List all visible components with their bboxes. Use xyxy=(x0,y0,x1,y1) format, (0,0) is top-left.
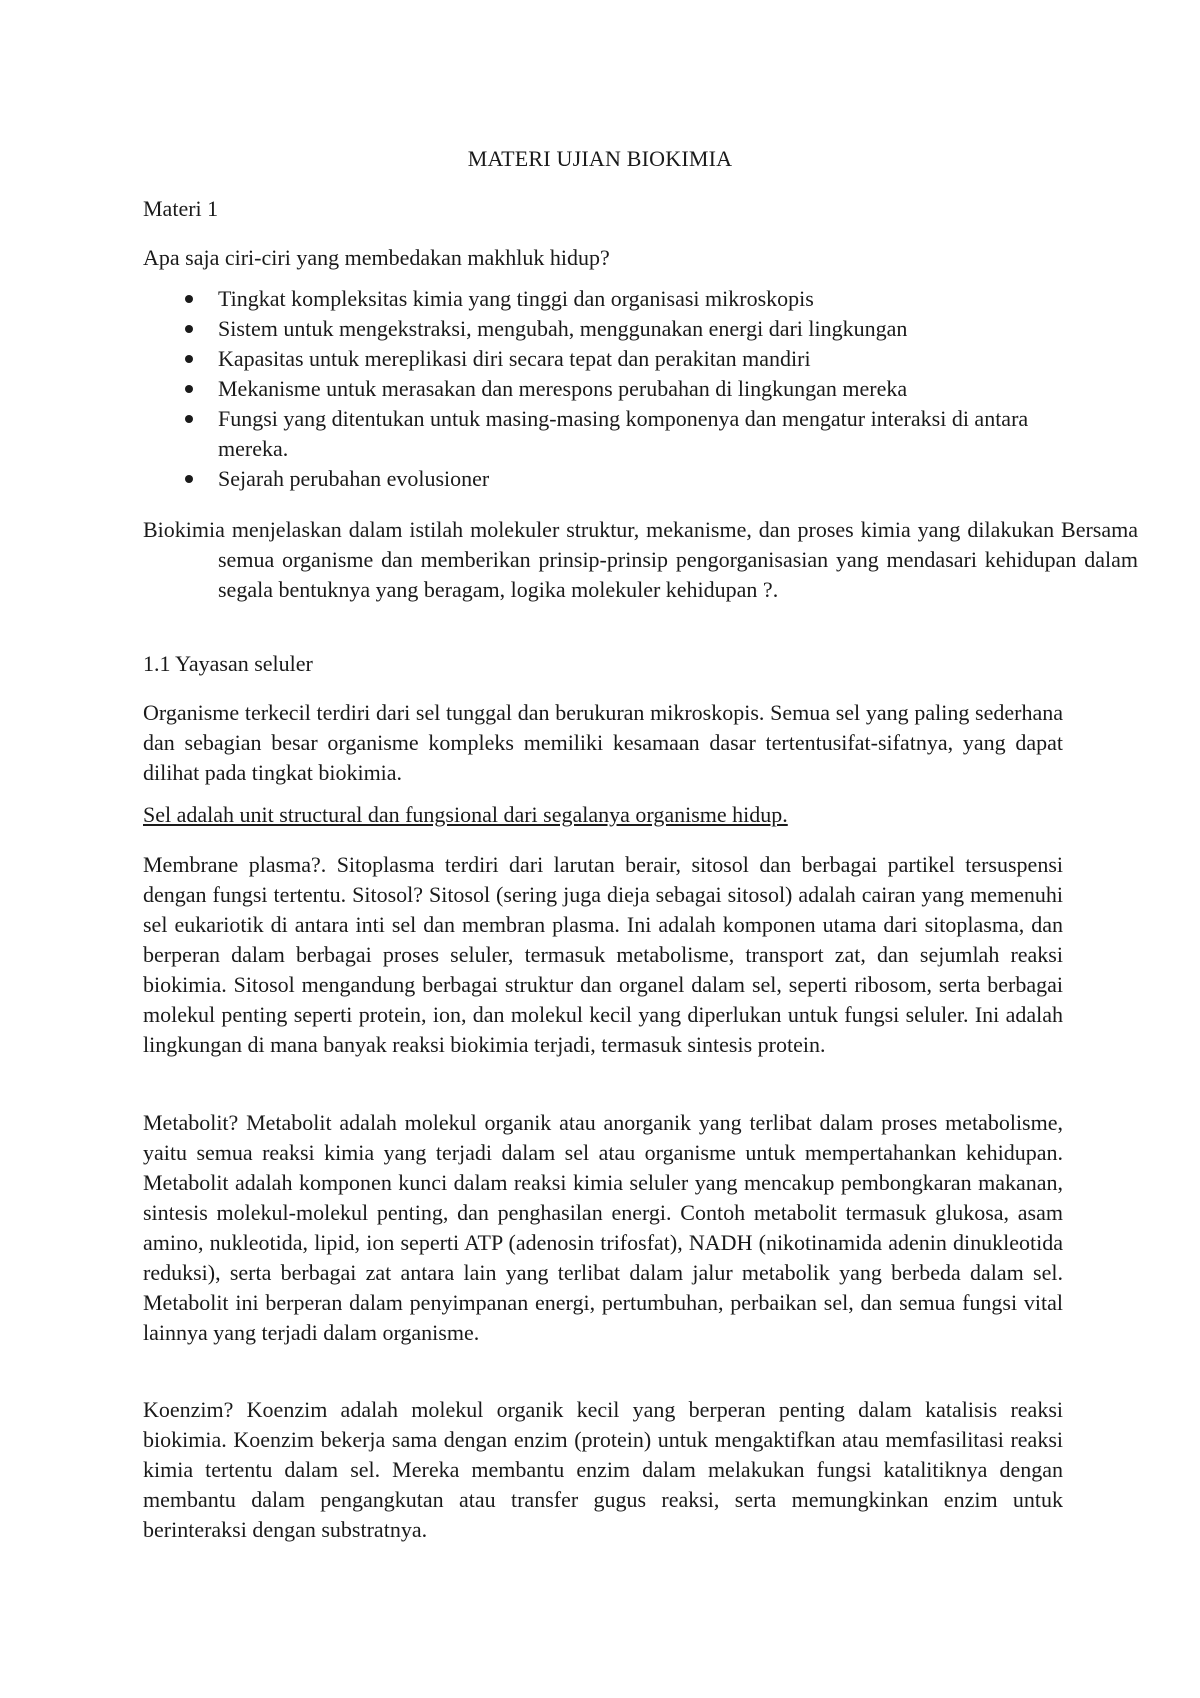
paragraph-koenzim: Koenzim? Koenzim adalah molekul organik kecil yang berperan penting dalam katalisis reaksi biokimia. Koenzim bekerja sama dengan enzim (protein) untuk mengaktifkan atau memfasilitasi reaksi kimia tertentu dalam sel. Mereka membantu enzim dalam melakukan fungsi katalitiknya dengan membantu dalam pengangkutan atau transfer gugus reaksi, serta memungkinkan enzim untuk berinteraksi dengan substratnya. xyxy=(143,1397,1063,1542)
bullet-icon xyxy=(185,355,193,363)
list-item: Sistem untuk mengekstraksi, mengubah, menggunakan energi dari lingkungan xyxy=(143,314,1063,344)
section-label: Materi 1 xyxy=(143,196,219,221)
list-item: Tingkat kompleksitas kimia yang tinggi dan organisasi mikroskopis xyxy=(143,284,1063,314)
bullet-icon xyxy=(185,295,193,303)
biokimia-paragraph: Biokimia menjelaskan dalam istilah molekuler struktur, mekanisme, dan proses kimia yang dilakukan Bersama semua organisme dan memberikan prinsip-prinsip pengorganisasian yang mendasari kehidupan dalam segala bentuknya yang beragam, logika molekuler kehidupan ?. xyxy=(143,517,1138,602)
list-item: Mekanisme untuk merasakan dan merespons perubahan di lingkungan mereka xyxy=(143,374,1063,404)
paragraph-metabolit: Metabolit? Metabolit adalah molekul organik atau anorganik yang terlibat dalam proses metabolisme, yaitu semua reaksi kimia yang terjadi dalam sel atau organisme untuk mempertahankan kehidupan. Metabolit adalah komponen kunci dalam reaksi kimia seluler yang mencakup pembongkaran makanan, sintesis molekul-molekul penting, dan penghasilan energi. Contoh metabolit termasuk glukosa, asam amino, nukleotida, lipid, ion seperti ATP (adenosin trifosfat), NADH (nikotinamida adenin dinukleotida reduksi), serta berbagai zat antara lain yang terlibat dalam jalur metabolik yang berbeda dalam sel. Metabolit ini berperan dalam penyimpanan energi, pertumbuhan, perbaikan sel, dan semua fungsi vital lainnya yang terjadi dalam organisme. xyxy=(143,1110,1063,1345)
bullet-icon xyxy=(185,475,193,483)
list-item: Fungsi yang ditentukan untuk masing-masing komponenya dan mengatur interaksi di antara mereka. xyxy=(143,404,1063,464)
characteristics-list xyxy=(143,284,1063,494)
list-item: Kapasitas untuk mereplikasi diri secara tepat dan perakitan mandiri xyxy=(143,344,1063,374)
paragraph-organisme: Organisme terkecil terdiri dari sel tunggal dan berukuran mikroskopis. Semua sel yang paling sederhana dan sebagian besar organisme kompleks memiliki kesamaan dasar tertentusifat-sifatnya, yang dapat dilihat pada tingkat biokimia. xyxy=(143,700,1063,785)
question-text: Apa saja ciri-ciri yang membedakan makhluk hidup? xyxy=(143,245,610,270)
list-item: Sejarah perubahan evolusioner xyxy=(143,464,1063,494)
bullet-icon xyxy=(185,415,193,423)
document-title: MATERI UJIAN BIOKIMIA xyxy=(467,146,733,171)
subheading: 1.1 Yayasan seluler xyxy=(143,651,313,676)
paragraph-membrane: Membrane plasma?. Sitoplasma terdiri dari larutan berair, sitosol dan berbagai partikel tersuspensi dengan fungsi tertentu. Sitosol? Sitosol (sering juga dieja sebagai sitosol) adalah cairan yang memenuhi sel eukariotik di antara inti sel dan membran plasma. Ini adalah komponen utama dari sitoplasma, dan berperan dalam berbagai proses seluler, termasuk metabolisme, transport zat, dan sejumlah reaksi biokimia. Sitosol mengandung berbagai struktur dan organel dalam sel, seperti ribosom, serta berbagai molekul penting seperti protein, ion, dan molekul kecil yang diperlukan untuk fungsi seluler. Ini adalah lingkungan di mana banyak reaksi biokimia terjadi, termasuk sintesis protein. xyxy=(143,852,1063,1057)
bullet-icon xyxy=(185,325,193,333)
underlined-statement: Sel adalah unit structural dan fungsional dari segalanya organisme hidup. xyxy=(143,802,788,827)
bullet-icon xyxy=(185,385,193,393)
